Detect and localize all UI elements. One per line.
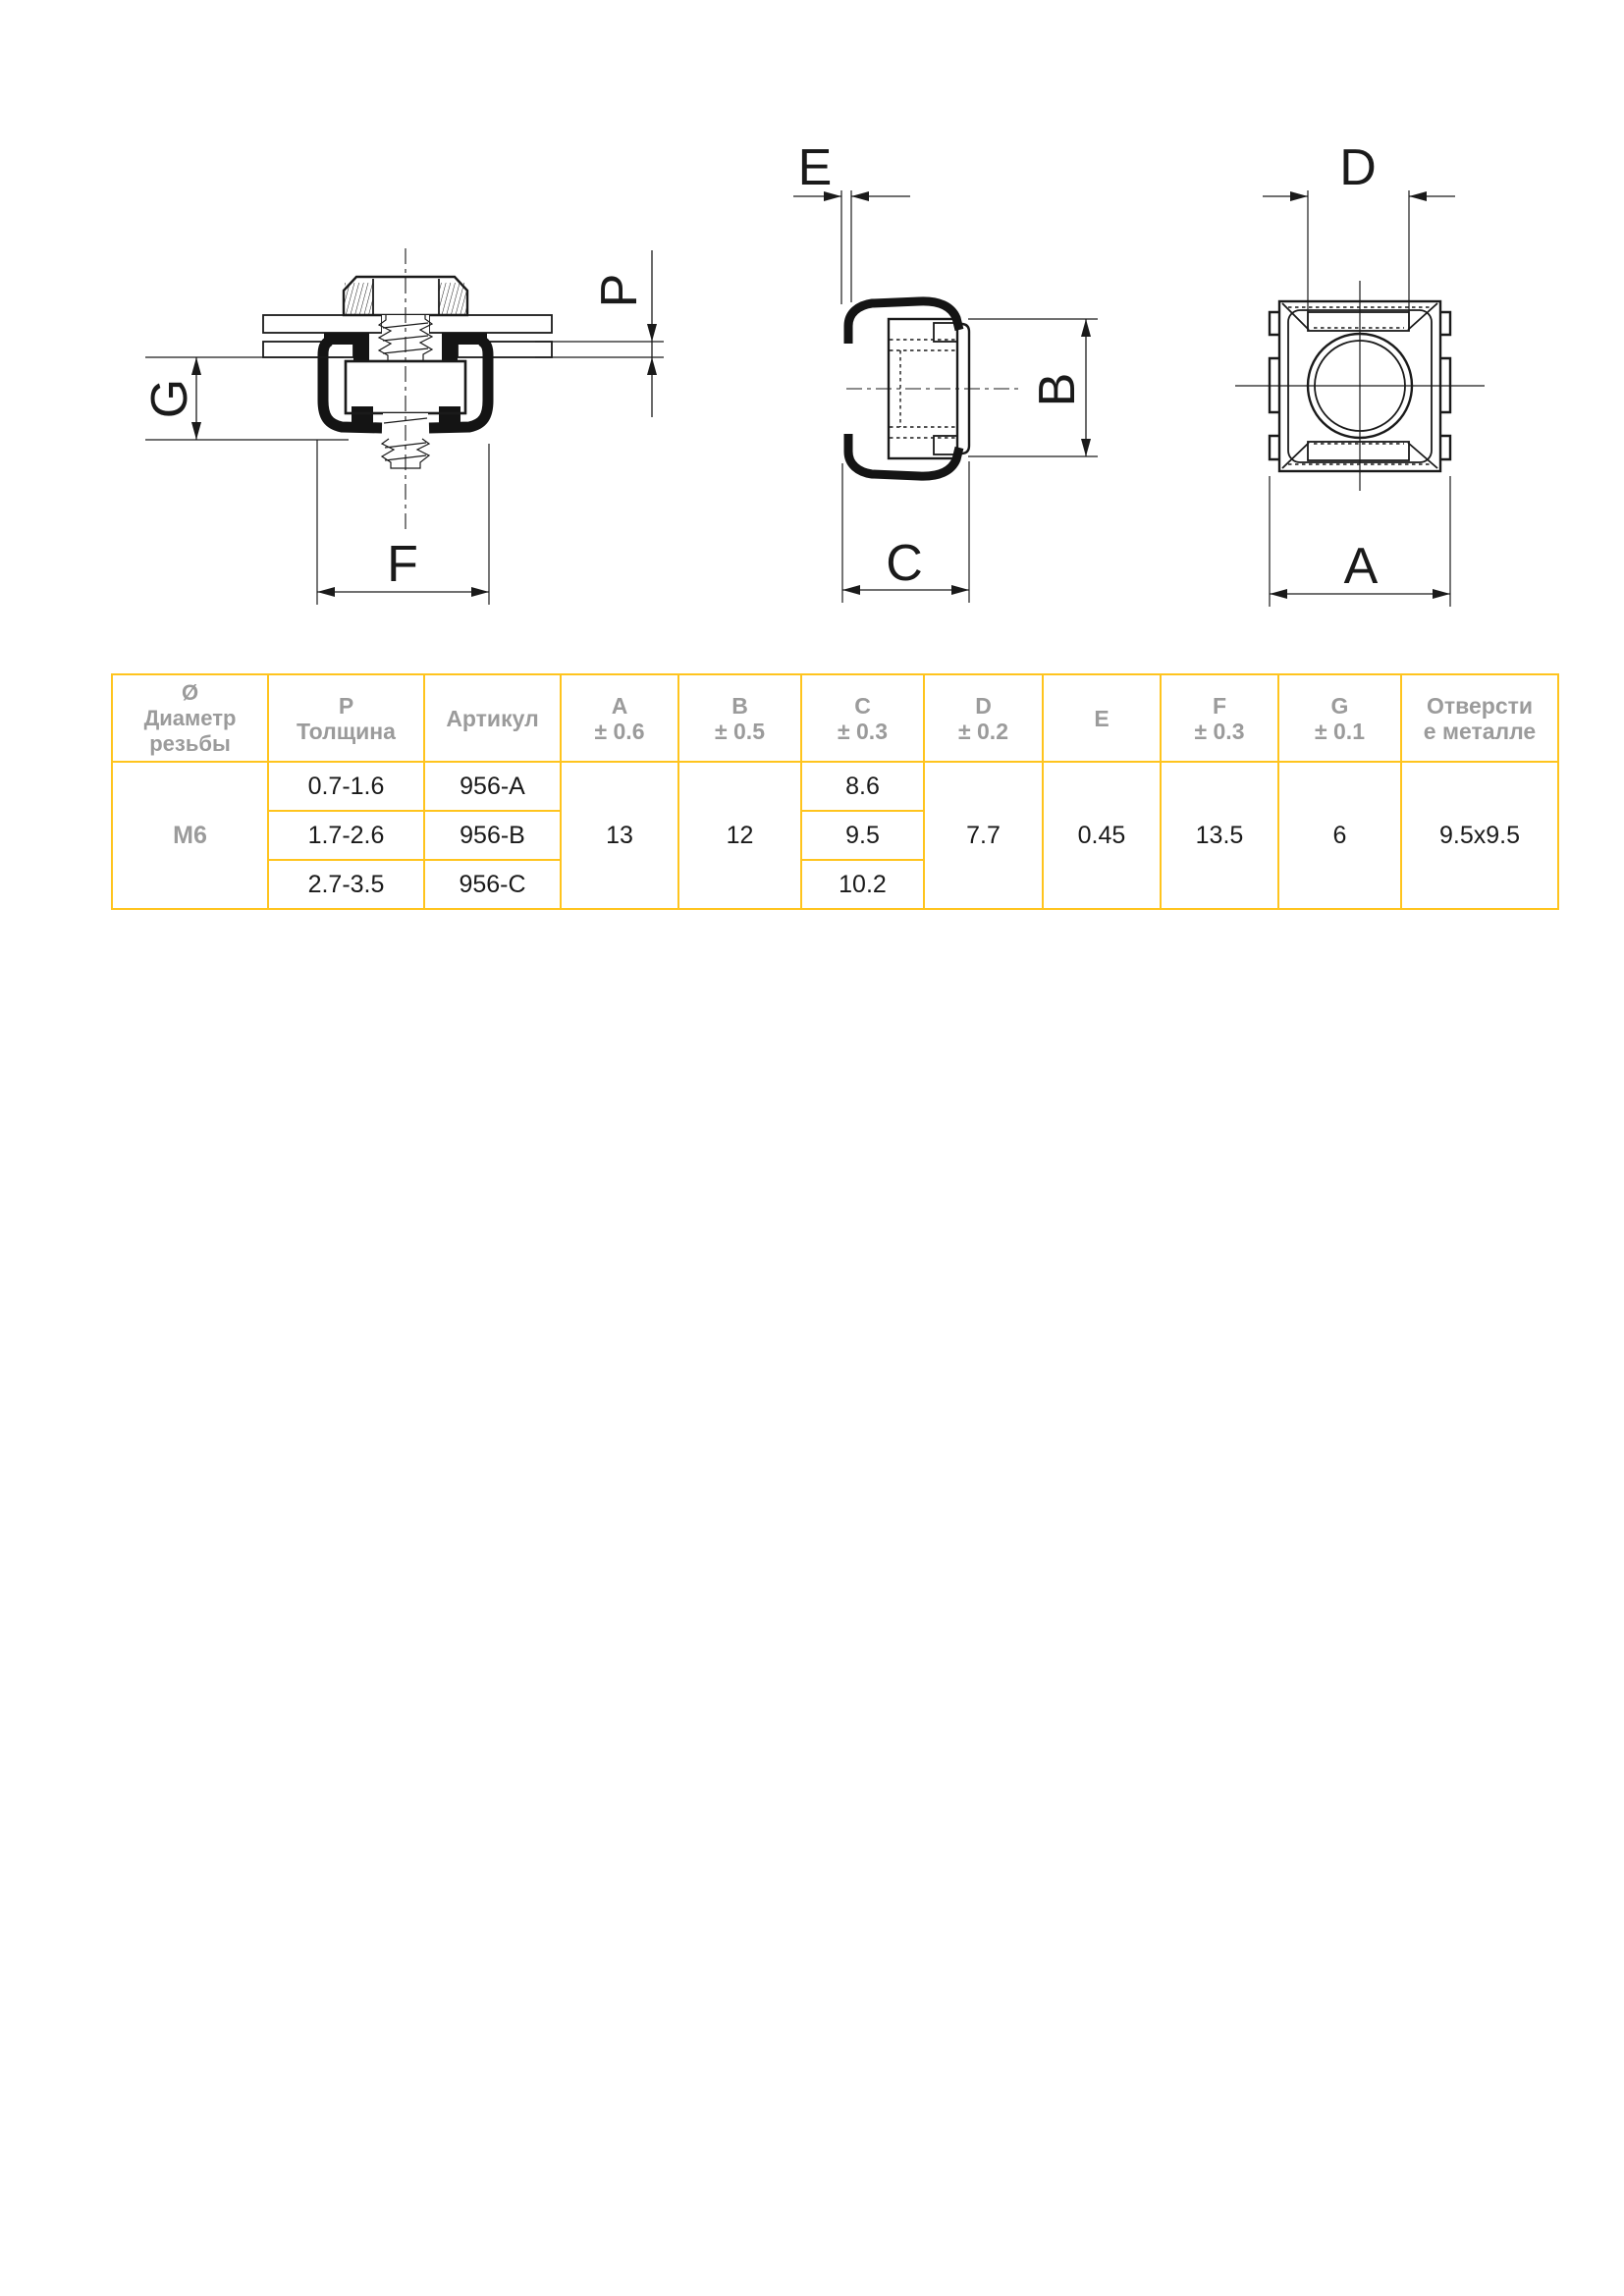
cell-hole: 9.5x9.5	[1401, 762, 1558, 909]
cell-c-2: 9.5	[801, 811, 924, 860]
header-c: C ± 0.3	[801, 674, 924, 762]
dim-label-f: F	[387, 536, 418, 593]
cell-g: 6	[1278, 762, 1401, 909]
header-e: E	[1043, 674, 1161, 762]
dimension-c	[842, 461, 969, 603]
cell-c-1: 8.6	[801, 762, 924, 811]
cell-diameter: M6	[112, 762, 268, 909]
dim-label-c: C	[886, 535, 923, 592]
dimension-e	[793, 139, 910, 304]
cell-f: 13.5	[1161, 762, 1278, 909]
table-header-row	[112, 674, 1558, 762]
cell-d: 7.7	[924, 762, 1043, 909]
dim-label-p: P	[591, 273, 648, 308]
dim-label-b: B	[1029, 372, 1086, 407]
cell-e: 0.45	[1043, 762, 1161, 909]
table-row	[112, 762, 1558, 811]
dim-label-d: D	[1339, 139, 1377, 196]
header-f: F ± 0.3	[1161, 674, 1278, 762]
header-thickness: P Толщина	[268, 674, 424, 762]
cell-article-3: 956-C	[424, 860, 561, 909]
spec-table	[111, 673, 1559, 910]
cell-b: 12	[678, 762, 801, 909]
header-hole: Отверсти е металле	[1401, 674, 1558, 762]
header-b: B ± 0.5	[678, 674, 801, 762]
technical-drawings	[0, 0, 1624, 667]
cell-thickness-2: 1.7-2.6	[268, 811, 424, 860]
dim-label-e: E	[797, 139, 833, 196]
dim-label-g: G	[141, 378, 198, 419]
cell-c-3: 10.2	[801, 860, 924, 909]
dimension-g	[141, 357, 349, 440]
installed-view	[141, 248, 664, 605]
front-view	[1235, 139, 1485, 607]
header-article: Артикул	[424, 674, 561, 762]
cell-thickness-3: 2.7-3.5	[268, 860, 424, 909]
dimension-b	[968, 319, 1098, 456]
dimension-a	[1270, 476, 1450, 607]
side-view	[793, 139, 1098, 603]
header-diameter: Ø Диаметр резьбы	[112, 674, 268, 762]
cell-article-1: 956-A	[424, 762, 561, 811]
cell-a: 13	[561, 762, 678, 909]
cell-thickness-1: 0.7-1.6	[268, 762, 424, 811]
cell-article-2: 956-B	[424, 811, 561, 860]
dim-label-a: A	[1343, 538, 1379, 595]
header-d: D ± 0.2	[924, 674, 1043, 762]
header-g: G ± 0.1	[1278, 674, 1401, 762]
dimension-p	[535, 250, 664, 417]
header-a: A ± 0.6	[561, 674, 678, 762]
